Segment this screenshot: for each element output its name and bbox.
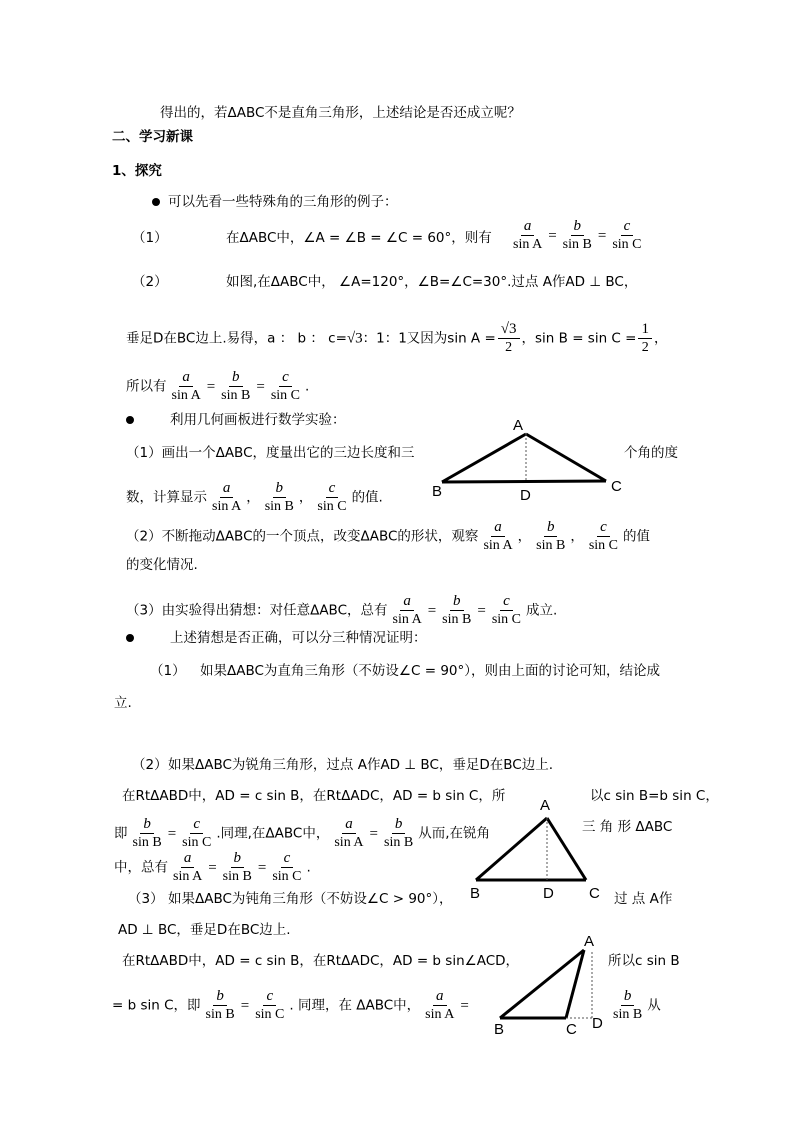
fig1-side-bc [442,481,606,482]
case-2-label: （2） [132,757,168,773]
case-1-label: （1） [150,663,186,679]
bullet-3 [126,629,427,647]
case-2-line2b: 以c sin B=b sin C， [590,788,719,804]
intro-line: 得出的，若ΔABC不是直角三角形，上述结论是否还成立呢？ [160,105,521,121]
exp-3-line: （3）由实验得出猜想：对任意ΔABC，总有 $\frac{a}{\text{sin A}}$ = $\frac{b}{\text{sin B}}$ = $\frac{c}{\text{sin C}}$ 成立. [126,593,558,627]
fig2-label-a: A [540,797,551,814]
case-2-line3: 即 $\frac{b}{\text{sin B}}$ = $\frac{c}{\text{sin C}}$ .同理,在ΔABC中， $\frac{a}{\text{sin A}}$ = $\frac{b}{\text{sin B}}$ 从而,在锐角 [114,816,490,850]
fig1-side-ab [442,434,526,482]
case-3-text-right: 过 点 A作 [614,891,673,907]
case-2-line3d: 三 角 形 ΔABC [582,819,673,835]
example-1-text: 在ΔABC中，∠A = ∠B = ∠C = 60°，则有 [226,230,492,246]
exp-2-line1: （2）不断拖动ΔABC的一个顶点，改变ΔABC的形状，观察 $\frac{a}{\text{sin A}}$ ， $\frac{b}{\text{sin B}}$ ， $\frac{c}{\text{sin C}}$ 的值 [126,519,650,553]
case-2-text: 如果ΔABC为锐角三角形，过点 A作AD ⊥ BC，垂足D在BC边上. [168,757,554,773]
case-2-line4: 中，总有 $\frac{a}{\text{sin A}}$ = $\frac{b}{\text{sin B}}$ = $\frac{c}{\text{sin C}}$ . [114,850,311,884]
case-3-label: （3） [128,891,164,907]
bullet-dot-icon [126,634,134,642]
fig2-side-ac [547,818,586,880]
fig1-side-ac [526,434,606,481]
exp-2-line2: 的变化情况. [126,557,198,573]
section-title: 二、学习新课 [112,129,193,145]
example-2-line2: 垂足D在BC边上.易得，a ： b ： c=√3：1：1又因为sin A = $\frac{√3}{2}$ ，sin B = sin C = $\frac{1}{2}$ ， [126,321,668,355]
exp-1-text-a: （1）画出一个ΔABC，度量出它的三边长度和三 [126,445,415,461]
case-2-line2a: 在RtΔABD中，AD = c sin B，在RtΔADC，AD = b sin C，所 [122,788,506,804]
example-1-label: （1） [132,230,168,246]
fig1-label-b: B [432,483,443,500]
case-3-text: 如果ΔABC为钝角三角形（不妨设∠C > 90°）， [168,891,453,907]
example-2-label: （2） [132,274,168,290]
fig3-side-ac [566,950,584,1018]
case-3-line3a: 在RtΔABD中，AD = c sin B，在RtΔADC，AD = b sin∠ACD， [122,953,520,969]
fig1-label-a: A [513,417,524,434]
fig3-label-b: B [494,1021,505,1038]
fig2-label-c: C [589,885,600,902]
case-3-line4c: $\frac{b}{\text{sin B}}$ 从 [613,988,661,1022]
example-2-line3: 所以有 $\frac{a}{\text{sin A}}$ = $\frac{b}{\text{sin B}}$ = $\frac{c}{\text{sin C}}$ . [126,369,310,403]
fig3-label-a: A [584,933,595,950]
case-3-line4: = b sin C，即 $\frac{b}{\text{sin B}}$ = $\frac{c}{\text{sin C}}$ . 同理，在 ΔABC中， $\frac{a}{\text{sin A}}$ = [112,988,469,1022]
bullet-1-text: 可以先看一些特殊角的三角形的例子： [168,194,398,210]
case-3-line2: AD ⊥ BC，垂足D在BC边上. [118,922,291,938]
example-1-formula: $\frac{a}{\text{sin A}}$ = $\frac{b}{\text{sin B}}$ = $\frac{c}{\text{sin C}}$ [513,218,642,252]
fig1-label-d: D [520,487,531,502]
fig1-label-c: C [611,478,622,495]
figure-1-triangle [428,412,628,502]
case-3-line3b: 所以c sin B [608,953,680,969]
bullet-dot-icon [126,416,134,424]
fig2-label-b: B [470,885,481,902]
figure-3-triangle [486,930,616,1040]
fig3-label-d: D [592,1015,603,1032]
fig3-label-c: C [566,1021,577,1038]
bullet-1 [152,193,398,211]
bullet-dot-icon [152,198,160,206]
case-1-line2: 立. [114,695,132,711]
example-2-text: 如图,在ΔABC中， ∠A=120°，∠B=∠C=30°.过点 A作AD ⊥ BC， [226,274,638,290]
fig2-label-d: D [543,885,554,902]
subsection-title: 1、探究 [112,163,162,179]
bullet-2-text: 利用几何画板进行数学实验： [170,412,346,428]
case-1-text: 如果ΔABC为直角三角形（不妨设∠C = 90°），则由上面的讨论可知，结论成 [200,663,661,679]
bullet-3-text: 上述猜想是否正确，可以分三种情况证明： [170,630,427,646]
exp-1-text-b: 个角的度 [624,445,678,461]
exp-1-line2: 数，计算显示 $\frac{a}{\text{sin A}}$ ， $\frac{b}{\text{sin B}}$ ， $\frac{c}{\text{sin C}}$ 的值. [126,480,383,514]
bullet-2 [126,411,346,429]
